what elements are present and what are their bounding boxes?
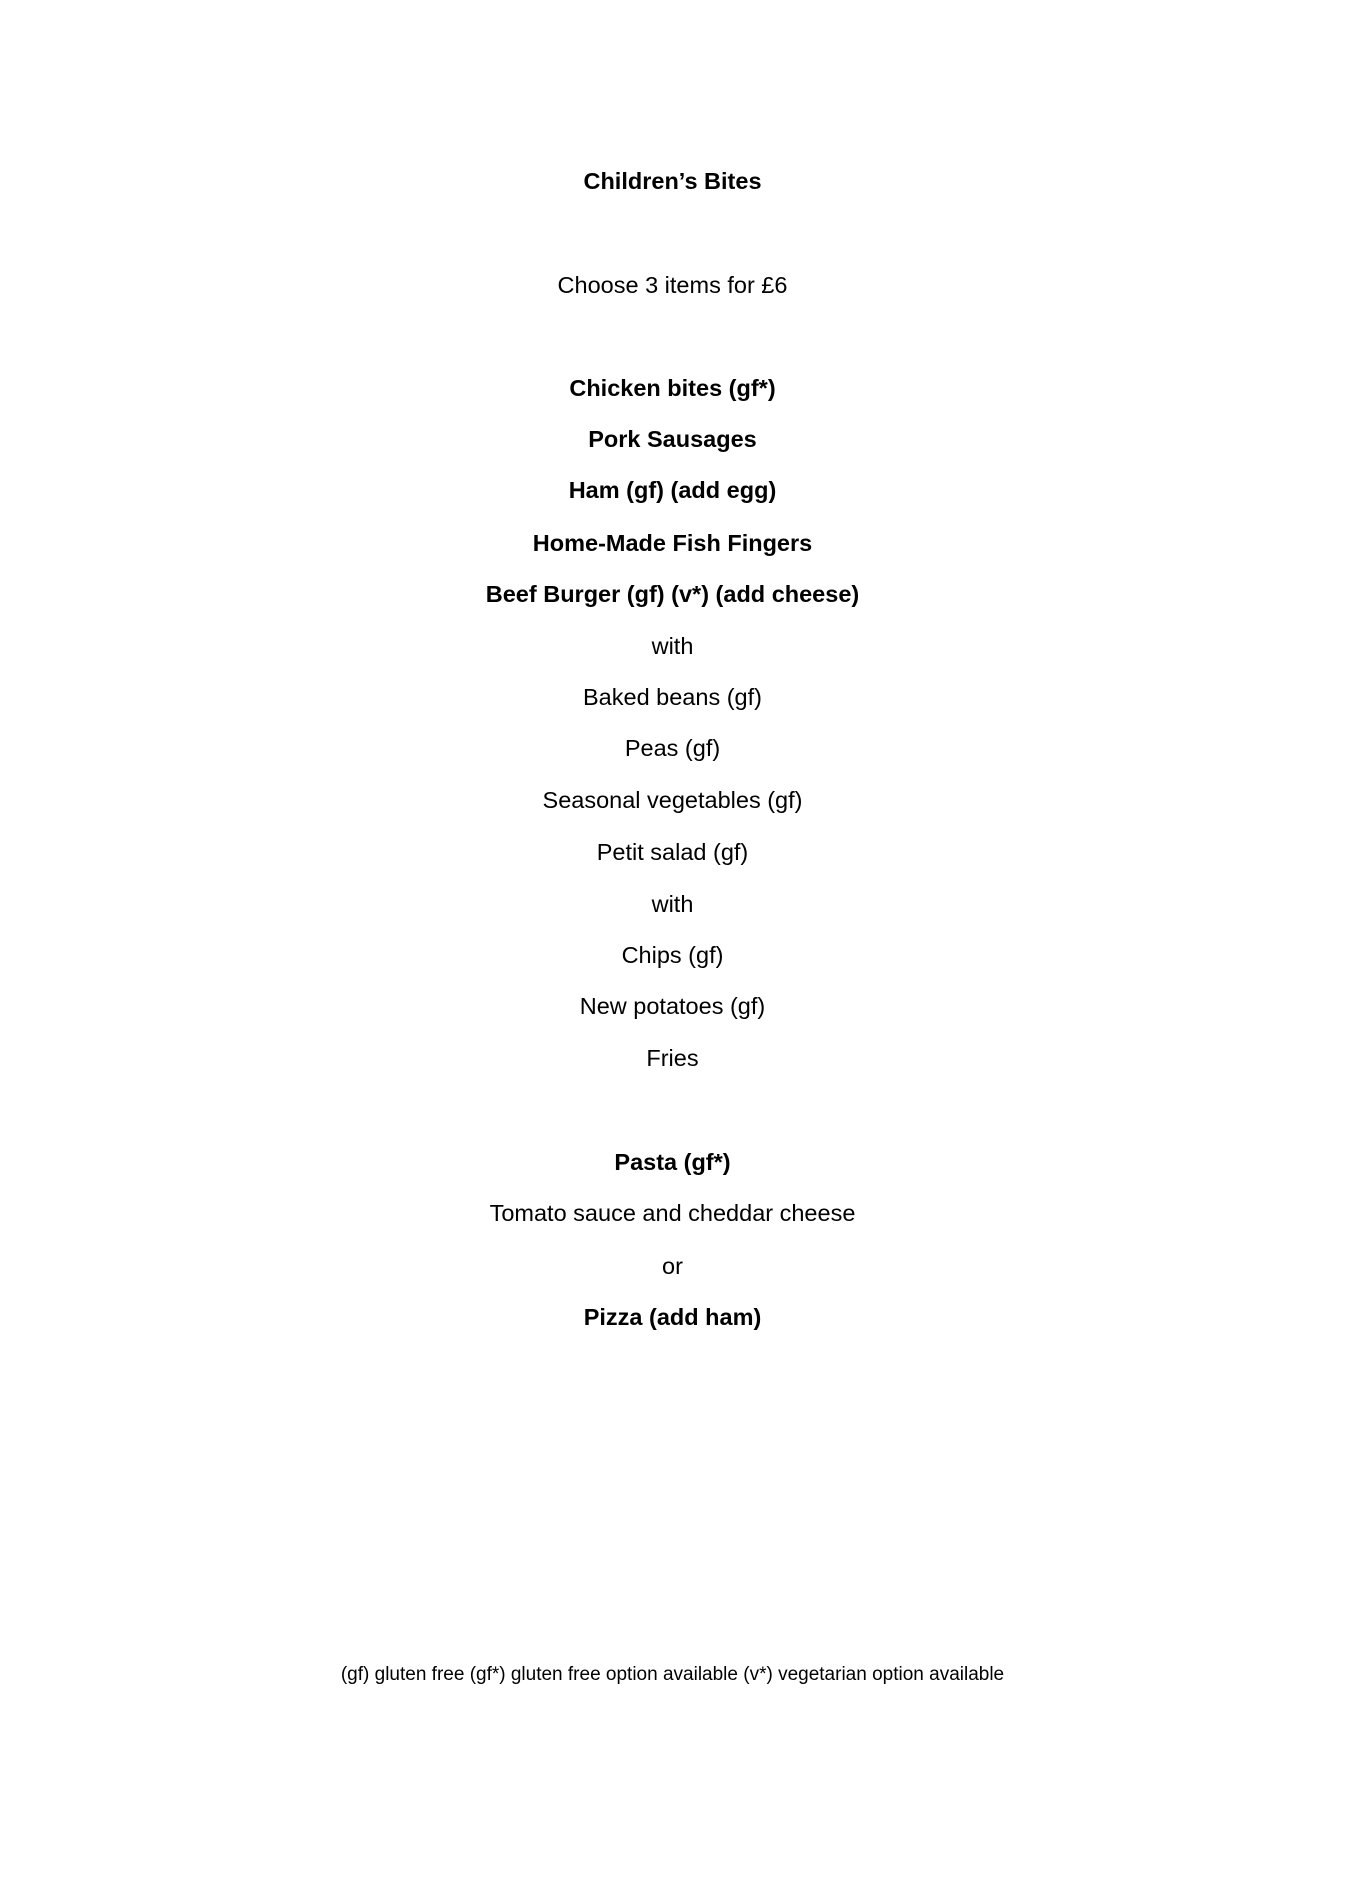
side-item: Peas (gf) [624, 735, 721, 761]
main-item: Chicken bites (gf*) [569, 375, 776, 401]
pasta-description: Tomato sauce and cheddar cheese [489, 1200, 856, 1226]
potato-item: Chips (gf) [621, 942, 724, 968]
main-item: Beef Burger (gf) (v*) (add cheese) [485, 581, 860, 607]
main-item: Ham (gf) (add egg) [568, 477, 777, 503]
pizza-title: Pizza (add ham) [583, 1304, 762, 1330]
side-item: Petit salad (gf) [596, 839, 749, 865]
main-item: Pork Sausages [588, 426, 757, 452]
side-item: Baked beans (gf) [583, 684, 762, 710]
with-label: with [651, 891, 694, 917]
potato-item: New potatoes (gf) [579, 993, 766, 1019]
potato-item: Fries [646, 1045, 699, 1071]
offer-text: Choose 3 items for £6 [557, 272, 788, 298]
side-item: Seasonal vegetables (gf) [542, 787, 803, 813]
or-label: or [662, 1253, 683, 1279]
dietary-key-footer: (gf) gluten free (gf*) gluten free option available (v*) vegetarian option available [340, 1664, 1005, 1685]
pasta-title: Pasta (gf*) [614, 1149, 731, 1175]
with-label: with [651, 633, 694, 659]
menu-title: Children’s Bites [583, 168, 762, 194]
main-item: Home-Made Fish Fingers [532, 530, 813, 556]
